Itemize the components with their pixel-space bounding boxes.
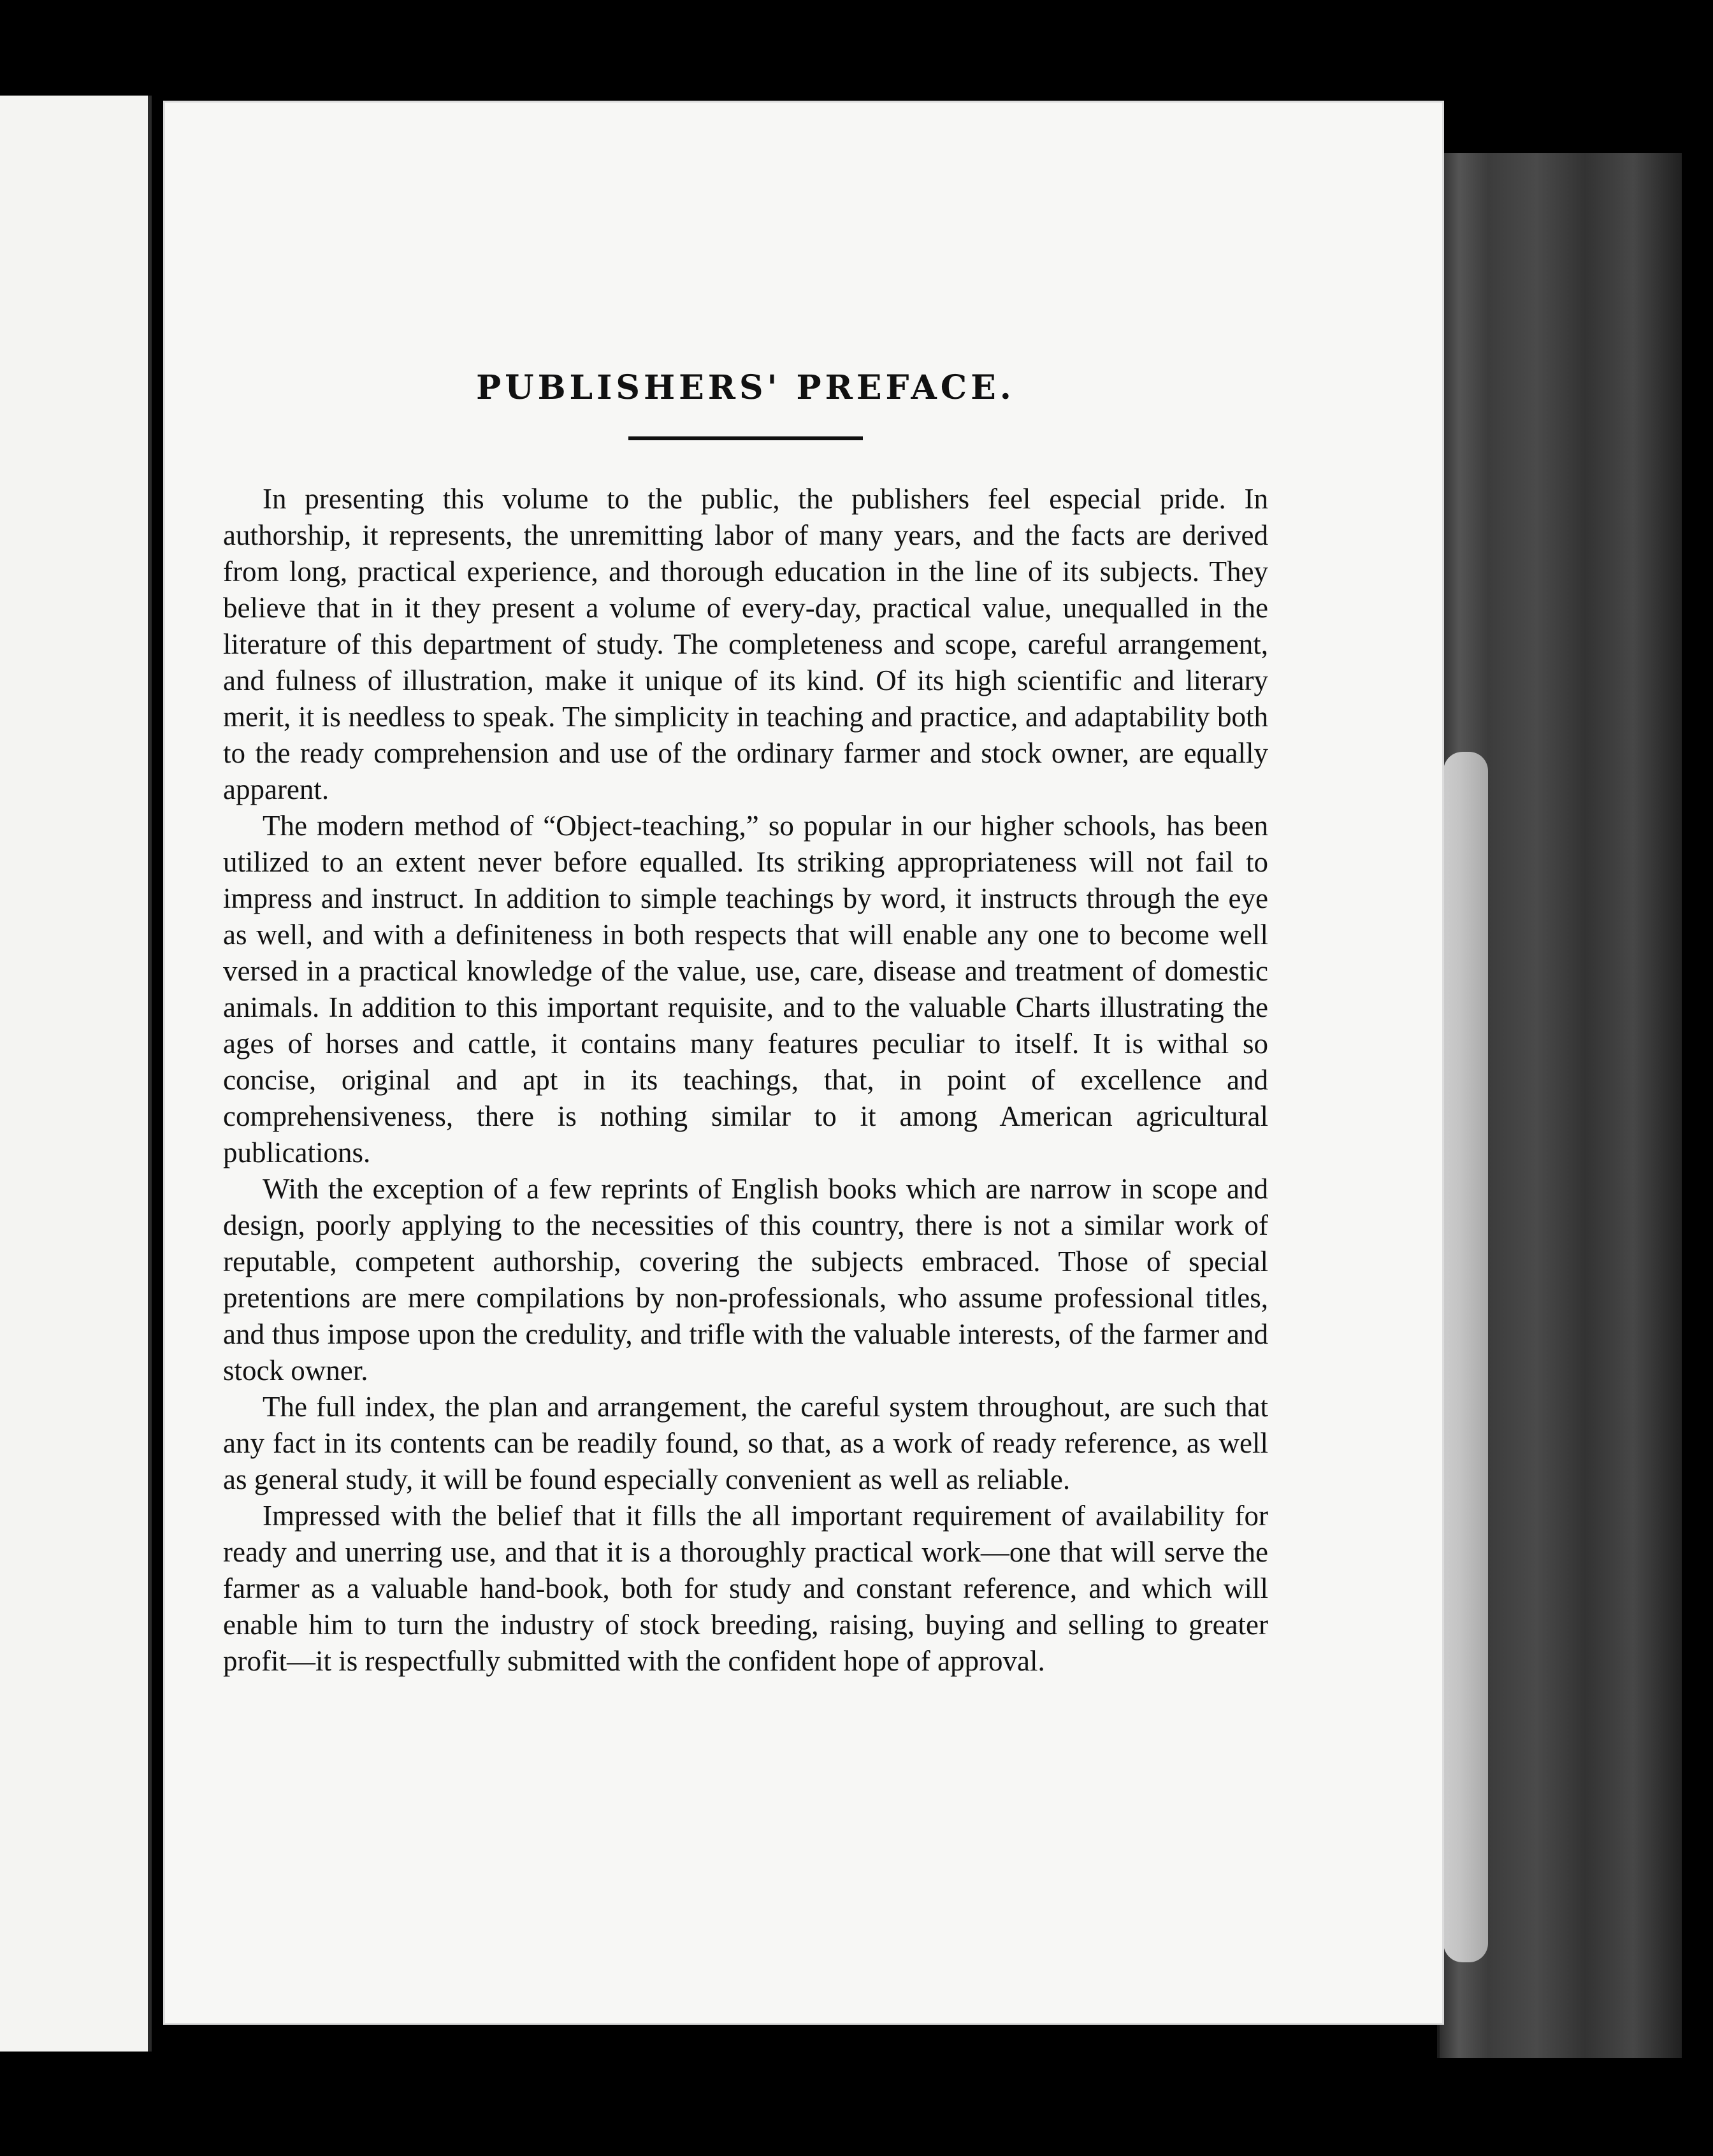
page-edge-tear bbox=[1443, 752, 1488, 1962]
book-page bbox=[163, 101, 1444, 2025]
facing-page-edge bbox=[0, 96, 152, 2052]
paragraph-4: The full index, the plan and arrangement, the careful system throughout, are such that any fact in its contents can be readily found, so that, as a work of ready reference, as well as general study, it will be found especially convenient as well as reliable. bbox=[223, 1391, 1268, 1495]
title-rule bbox=[628, 436, 863, 440]
page-title: PUBLISHERS' PREFACE. bbox=[476, 368, 1015, 407]
paragraph-3: With the exception of a few reprints of English books which are narrow in scope and design, poorly applying to the necessities of this country, there is not a similar work of reputable, competent authorship, covering the subjects embraced. Those of special pretentions are mere compilations by non-professionals, who assume professional titles, and thus impose upon the credulity, and trifle with the valuable interests, of the farmer and stock owner. bbox=[223, 1173, 1268, 1386]
paragraph-2: The modern method of “Object-teaching,” so popular in our higher schools, has been utilized to an extent never before equalled. Its striking appropriateness will not fail to impress and instruct. In addition to simple teachings by word, it instructs through the eye as well, and with a definiteness in both respects that will enable any one to become well versed in a practical knowledge of the value, use, care, disease and treatment of domestic animals. In addition to this important requisite, and to the valuable Charts illustrating the ages of horses and cattle, it contains many features peculiar to itself. It is withal so concise, original and apt in its teachings, that, in point of excellence and comprehensiveness, there is nothing similar to it among American agricultural publications. bbox=[223, 810, 1268, 1168]
page-content bbox=[223, 368, 1268, 1679]
paragraph-5: Impressed with the belief that it fills the all important requirement of availability for ready and unerring use, and that it is a thoroughly practical work—one that will serve the farmer as a valuable hand-book, both for study and constant reference, and which will enable him to turn the industry of stock breeding, raising, buying and selling to greater profit—it is respectfully submitted with the confident hope of approval. bbox=[223, 1500, 1268, 1677]
paragraph-1: In presenting this volume to the public, the publishers feel especial pride. In authorship, it represents, the unremitting labor of many years, and the facts are derived from long, practical experience, and thorough education in the line of its subjects. They believe that in it they present a volume of every-day, practical value, unequalled in the literature of this department of study. The completeness and scope, careful arrangement, and fulness of illustration, make it unique of its kind. Of its high scientific and literary merit, it is needless to speak. The simplicity in teaching and practice, and adaptability both to the ready comprehension and use of the ordinary farmer and stock owner, are equally apparent. bbox=[223, 483, 1268, 805]
preface-body bbox=[223, 481, 1268, 1679]
